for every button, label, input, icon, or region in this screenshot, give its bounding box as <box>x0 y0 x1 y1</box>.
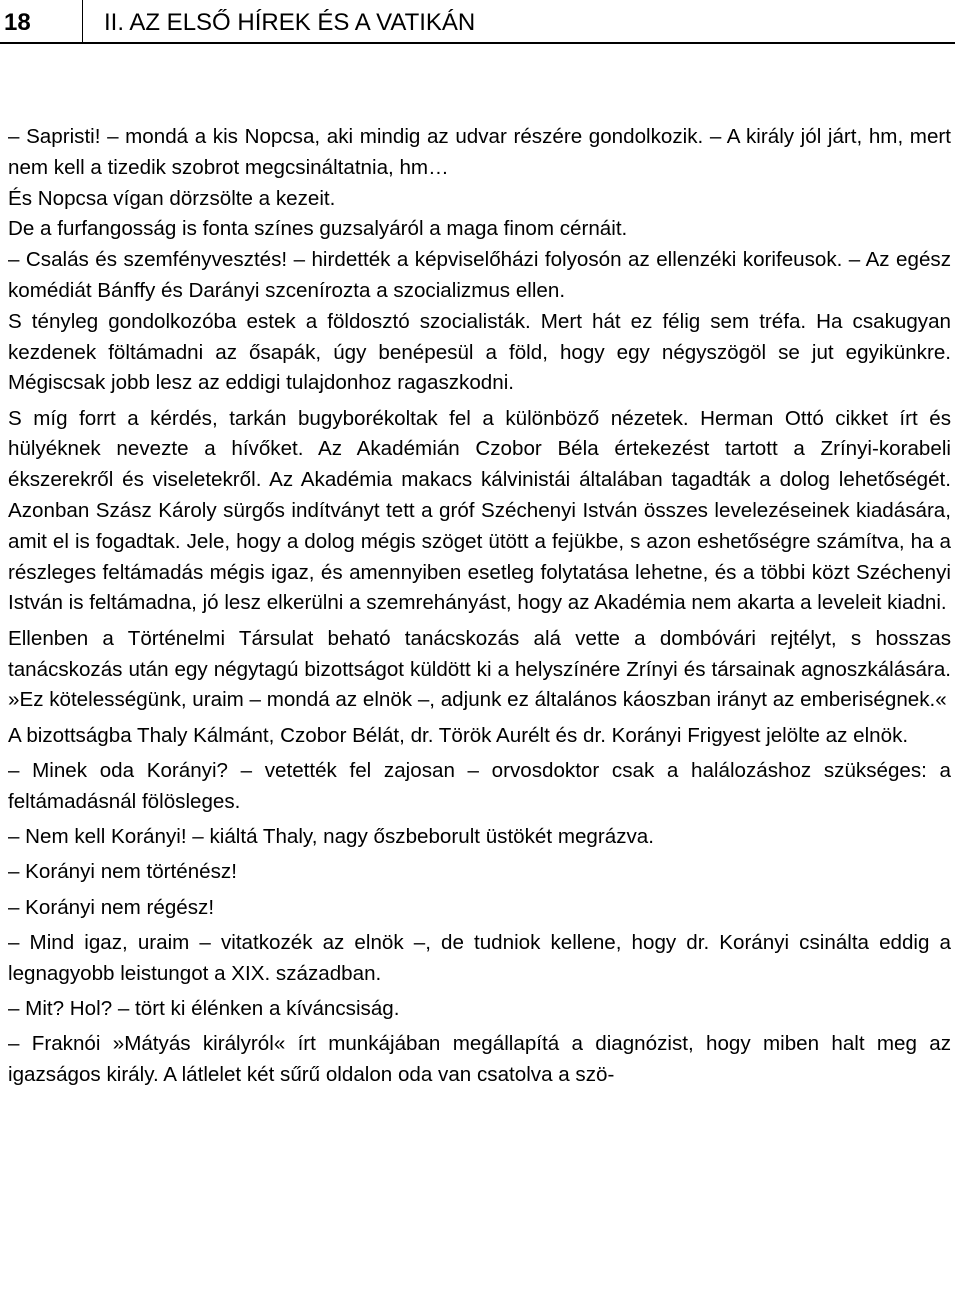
page-number: 18 <box>4 9 31 36</box>
chapter-title: II. AZ ELSŐ HÍREK ÉS A VATIKÁN <box>104 9 476 36</box>
page-header <box>0 0 955 44</box>
paragraph: – Minek oda Korányi? – vetették fel zajosan – orvosdoktor csak a halálozáshoz szükséges: a feltámadásnál fölösleges. <box>8 758 951 813</box>
paragraph: – Mind igaz, uraim – vitatkozék az elnök –, de tudniok kellene, hogy dr. Korányi csinálta eddig a legnagyobb leistungot a XIX. században. <box>8 930 951 985</box>
paragraph: A bizottságba Thaly Kálmánt, Czobor Bélát, dr. Török Aurélt és dr. Korányi Frigyest jelölte az elnök. <box>8 723 909 747</box>
paragraph: – Korányi nem régész! <box>8 895 215 919</box>
paragraph: – Fraknói »Mátyás királyról« írt munkájában megállapítá a diagnózist, hogy miben halt meg az igazságos király. A látlelet két sűrű oldalon oda van csatolva a szö- <box>8 1032 951 1087</box>
paragraph: És Nopcsa vígan dörzsölte a kezeit. <box>8 186 336 210</box>
paragraph: S tényleg gondolkozóba estek a földosztó szocialisták. Mert hát ez félig sem tréfa. Ha csakugyan kezdenek föltámadni az ősapák, úgy benépesül a föld, hogy egy négyszögöl se jut egyikünkre. Mégiscsak jobb lesz az eddigi tulajdonhoz ragaszkodni. <box>8 309 951 395</box>
paragraph: Ellenben a Történelmi Társulat beható tanácskozás alá vette a dombóvári rejtélyt, s hosszas tanácskozás után egy négytagú bizottságot küldött ki a helyszínére Zrínyi és társainak agnoszkálására. »Ez kötelességünk, uraim – mondá az elnök –, adjunk ez általános káoszban irányt az emberiségnek.« <box>8 626 951 712</box>
paragraph: De a furfangosság is fonta színes guzsalyáról a maga finom cérnáit. <box>8 217 628 241</box>
paragraph: – Sapristi! – mondá a kis Nopcsa, aki mindig az udvar részére gondolkozik. – A király jól járt, hm, mert nem kell a tizedik szobrot megcsináltatnia, hm… <box>8 125 951 179</box>
paragraph: – Korányi nem történész! <box>8 860 237 884</box>
paragraph: – Nem kell Korányi! – kiáltá Thaly, nagy őszbeborult üstökét megrázva. <box>8 825 654 849</box>
paragraph: S míg forrt a kérdés, tarkán bugyborékoltak fel a különböző nézetek. Herman Ottó cikket írt és hülyéknek nevezte a hívőket. Az Akadémián Czobor Béla értekezést tartott a Zrínyi-korabeli ékszerekről és viseletekről. Az Akadémia makacs kálvinistái általában tagadták a dolog lehetőségét. Azonban Szász Károly sürgős indítványt tett a gróf Széchenyi István összes levelezéseinek kiadására, amit el is fogadtak. Jele, hogy a dolog mégis szöget ütött a fejükbe, s azon eshetőségre számítva, ha a részleges feltámadás mégis igaz, és amennyiben esetleg folytatása lehetne, és a többi közt Széchenyi István is feltámadna, jó lesz elkerülni a szemrehányást, hogy az Akadémia nem akarta a leveleit kiadni. <box>8 406 951 615</box>
paragraph: – Csalás és szemfényvesztés! – hirdették a képviselőházi folyosón az ellenzéki korifeusok. – Az egész komédiát Bánffy és Darányi szcenírozta a szocializmus ellen. <box>8 248 951 302</box>
page-body <box>8 122 951 1095</box>
header-divider <box>82 0 83 42</box>
paragraph: – Mit? Hol? – tört ki élénken a kíváncsiság. <box>8 997 400 1021</box>
